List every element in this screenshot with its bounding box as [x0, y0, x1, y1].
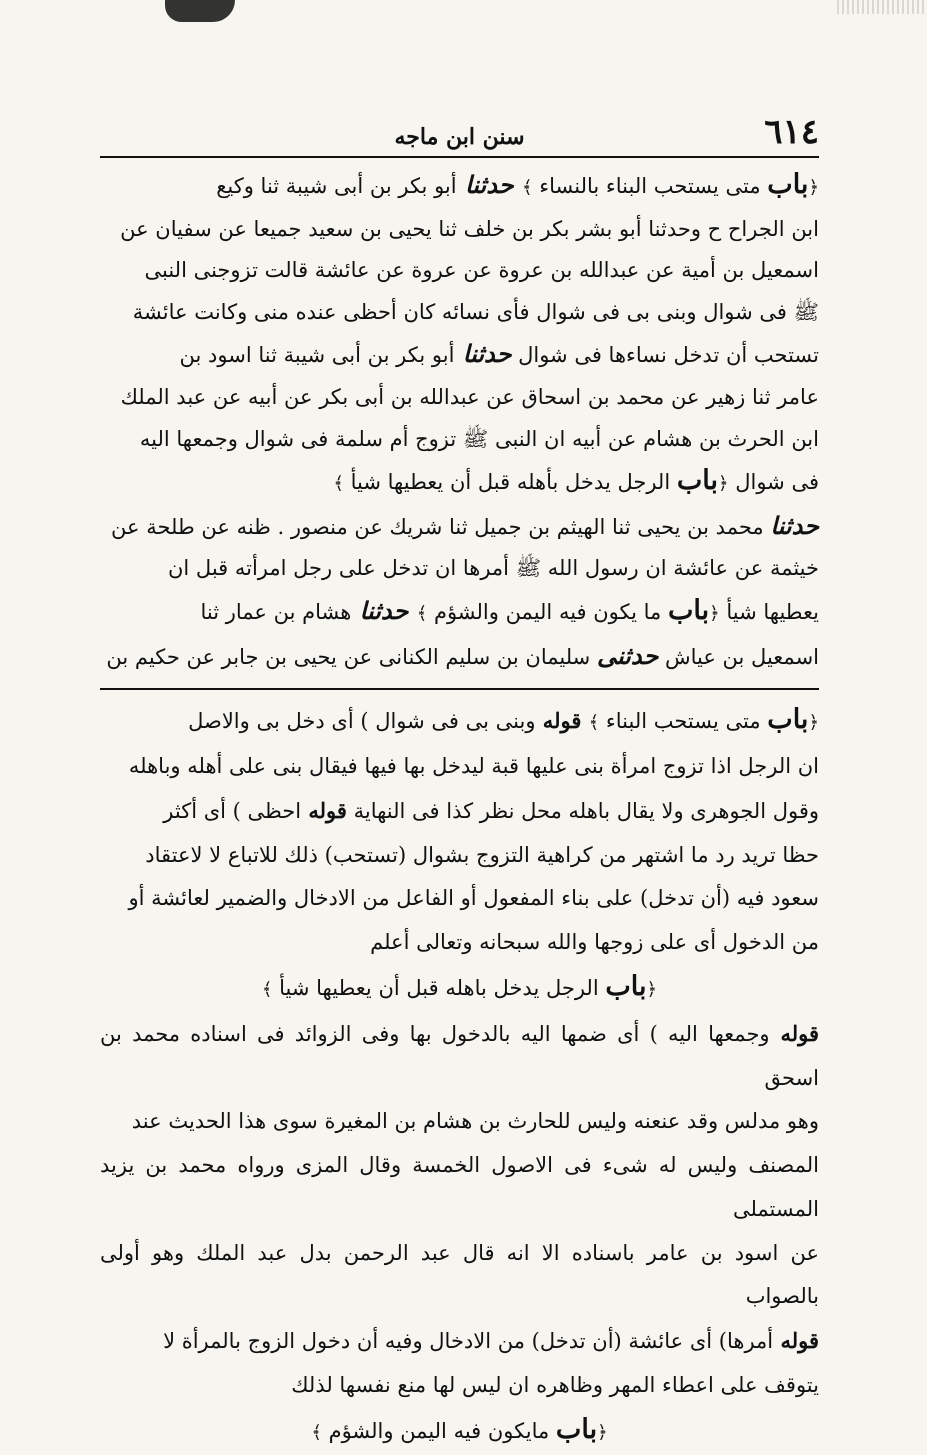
- commentary-line: [100, 789, 819, 834]
- text-segment: الرجل يدخل بأهله قبل أن يعطيها شيأ: [343, 470, 677, 495]
- page-number: ٦١٤: [764, 112, 819, 152]
- chapter-heading-bab: باب: [605, 970, 647, 1002]
- commentary-line: [100, 1408, 819, 1455]
- book-page: [100, 112, 819, 1455]
- ornament-open: ﴿: [808, 712, 819, 734]
- text-segment: ما يكون فيه اليمن والشؤم: [427, 599, 668, 624]
- text-segment: اسمعيل بن أمية عن عبدالله بن عروة عن عروة عن عائشة قالت تزوجنى النبى: [144, 258, 819, 283]
- chapter-heading-bab: باب: [667, 594, 710, 626]
- text-segment: يتوقف على اعطاء المهر وظاهره ان ليس لها منع نفسها لذلك: [291, 1373, 819, 1398]
- text-segment: المصنف وليس له شىء فى الاصول الخمسة وقال المزى ورواه محمد بن يزيد المستملى: [100, 1153, 819, 1221]
- qawluhu-marker: قوله: [773, 1328, 819, 1354]
- text-segment: اسمعيل بن عياش: [658, 644, 819, 669]
- text-segment: وهو مدلس وقد عنعنه وليس للحارث بن هشام بن المغيرة سوى هذا الحديث عند: [131, 1109, 819, 1134]
- text-segment: سليمان بن سليم الكنانى عن يحيى بن جابر عن حكيم بن: [106, 644, 597, 669]
- hadith-line: [100, 333, 819, 377]
- ornament-close: ﴾: [416, 602, 428, 624]
- haddathana-marker: حدثنا: [456, 170, 522, 199]
- text-segment: ﷺ فى شوال وبنى بى فى شوال فأى نسائه كان أحظى عنده منى وكانت عائشة: [132, 299, 819, 324]
- hadith-line: [100, 590, 819, 635]
- qawluhu-marker: قوله: [301, 797, 347, 823]
- text-segment: أمرها) أى عائشة (أن تدخل) من الادخال وفيه أن دخول الزوج بالمرأة لا: [163, 1329, 774, 1354]
- qawluhu-marker: قوله: [769, 1020, 819, 1046]
- text-segment: ابن الجراح ح وحدثنا أبو بشر بكر بن خلف ثنا يحيى بن سعيد جميعا عن سفيان عن: [120, 216, 819, 241]
- text-segment: وقول الجوهرى ولا يقال باهله محل نظر كذا فى النهاية: [346, 798, 819, 823]
- ornament-close: ﴾: [522, 177, 533, 198]
- commentary-line: [100, 834, 819, 878]
- haddathana-marker: حدثنا: [454, 339, 512, 369]
- ornament-close: ﴾: [311, 1421, 322, 1443]
- hadith-line: [100, 635, 819, 679]
- text-segment: سعود فيه (أن تدخل) على بناء المفعول أو الفاعل من الادخال والضمير لعائشة أو: [128, 886, 819, 911]
- text-segment: الرجل يدخل باهله قبل أن يعطيها شيأ: [272, 975, 606, 1000]
- text-segment: ابن الحرث بن هشام عن أبيه ان النبى ﷺ تزوج أم سلمة فى شوال وجمعها اليه: [139, 426, 819, 451]
- ornament-close: ﴾: [588, 712, 600, 734]
- ink-blot: [165, 0, 235, 22]
- text-segment: هشام بن عمار ثنا: [200, 599, 352, 624]
- commentary-line: [100, 1364, 819, 1408]
- ornament-open: ﴿: [646, 978, 658, 1000]
- ornament-close: ﴾: [333, 473, 344, 495]
- hadith-line: [100, 164, 819, 209]
- hadith-text: [100, 164, 819, 678]
- hadith-line: [100, 377, 819, 419]
- hadith-line: [100, 292, 819, 334]
- commentary-line: [100, 1012, 819, 1101]
- commentary-line: [100, 698, 819, 745]
- text-segment: مايكون فيه اليمن والشؤم: [321, 1418, 556, 1443]
- qawluhu-marker: قوله: [535, 708, 589, 734]
- text-segment: وجمعها اليه ) أى ضمها اليه بالدخول بها وفى الزوائد فى اسناده محمد بن اسحق: [100, 1021, 819, 1090]
- chapter-heading-bab: باب: [767, 704, 809, 736]
- commentary-line: [100, 1319, 819, 1364]
- hadith-line: [100, 548, 819, 590]
- commentary-line: [100, 965, 819, 1012]
- text-segment: وبنى بى فى شوال ) أى دخل بى والاصل: [188, 709, 536, 734]
- ornament-close: ﴾: [261, 978, 273, 1000]
- text-segment: تستحب أن تدخل نساءها فى شوال: [511, 343, 819, 368]
- text-segment: فى شوال: [728, 470, 819, 495]
- hadith-line: [100, 460, 819, 505]
- hadith-line: [100, 505, 819, 549]
- hadith-line: [100, 250, 819, 292]
- text-segment: أبو بكر بن أبى شيبة ثنا اسود بن: [179, 343, 455, 368]
- ornament-open: ﴿: [718, 473, 729, 495]
- text-segment: عن اسود بن عامر باسناده الا انه قال عبد الرحمن بدل عبد الملك وهو أولى بالصواب: [100, 1240, 819, 1309]
- commentary-line: [100, 1100, 819, 1144]
- commentary-line: [100, 921, 819, 965]
- text-segment: من الدخول أى على زوجها والله سبحانه وتعالى أعلم: [370, 930, 819, 955]
- haddathana-marker: حدثنا: [351, 595, 417, 625]
- text-segment: أبو بكر بن أبى شيبة ثنا وكيع: [216, 174, 457, 198]
- section-divider: [100, 688, 819, 690]
- text-segment: متى يستحب البناء بالنساء: [532, 174, 768, 198]
- scan-noise: [837, 0, 927, 14]
- hadith-line: [100, 209, 819, 251]
- book-title: سنن ابن ماجه: [394, 124, 525, 150]
- text-segment: خيثمة عن عائشة ان رسول الله ﷺ أمرها ان تدخل على رجل امرأته قبل ان: [167, 556, 819, 581]
- haddathana-marker: حدثنى: [596, 640, 659, 670]
- text-segment: عامر ثنا زهير عن محمد بن اسحاق عن عبدالله بن أبى بكر عن أبيه عن عبد الملك: [120, 384, 819, 409]
- text-segment: يعطيها شيأ: [719, 599, 819, 624]
- chapter-heading-bab: باب: [767, 169, 809, 200]
- text-segment: محمد بن يحيى ثنا الهيثم بن جميل ثنا شريك عن منصور . ظنه عن طلحة عن: [111, 514, 771, 539]
- commentary-line: [100, 745, 819, 789]
- ornament-open: ﴿: [808, 177, 819, 198]
- commentary-line: [100, 1144, 819, 1232]
- ornament-open: ﴿: [709, 602, 720, 624]
- commentary-line: [100, 877, 819, 921]
- text-segment: ان الرجل اذا تزوج امرأة بنى عليها قبة ليدخل بها فيها فيقال بنى على أهله وباهله: [128, 753, 819, 778]
- ornament-open: ﴿: [597, 1421, 608, 1443]
- text-segment: احظى ) أى أكثر: [163, 798, 302, 823]
- chapter-heading-bab: باب: [555, 1413, 598, 1445]
- running-header: [100, 112, 819, 158]
- hadith-line: [100, 419, 819, 461]
- text-segment: حظا تريد رد ما اشتهر من كراهية التزوج بشوال (تستحب) ذلك للاتباع لا لاعتقاد: [145, 842, 819, 867]
- commentary-text: [100, 698, 819, 1455]
- haddathana-marker: حدثنا: [770, 510, 819, 540]
- text-segment: متى يستحب البناء: [599, 709, 768, 734]
- chapter-heading-bab: باب: [676, 465, 719, 497]
- commentary-line: [100, 1232, 819, 1320]
